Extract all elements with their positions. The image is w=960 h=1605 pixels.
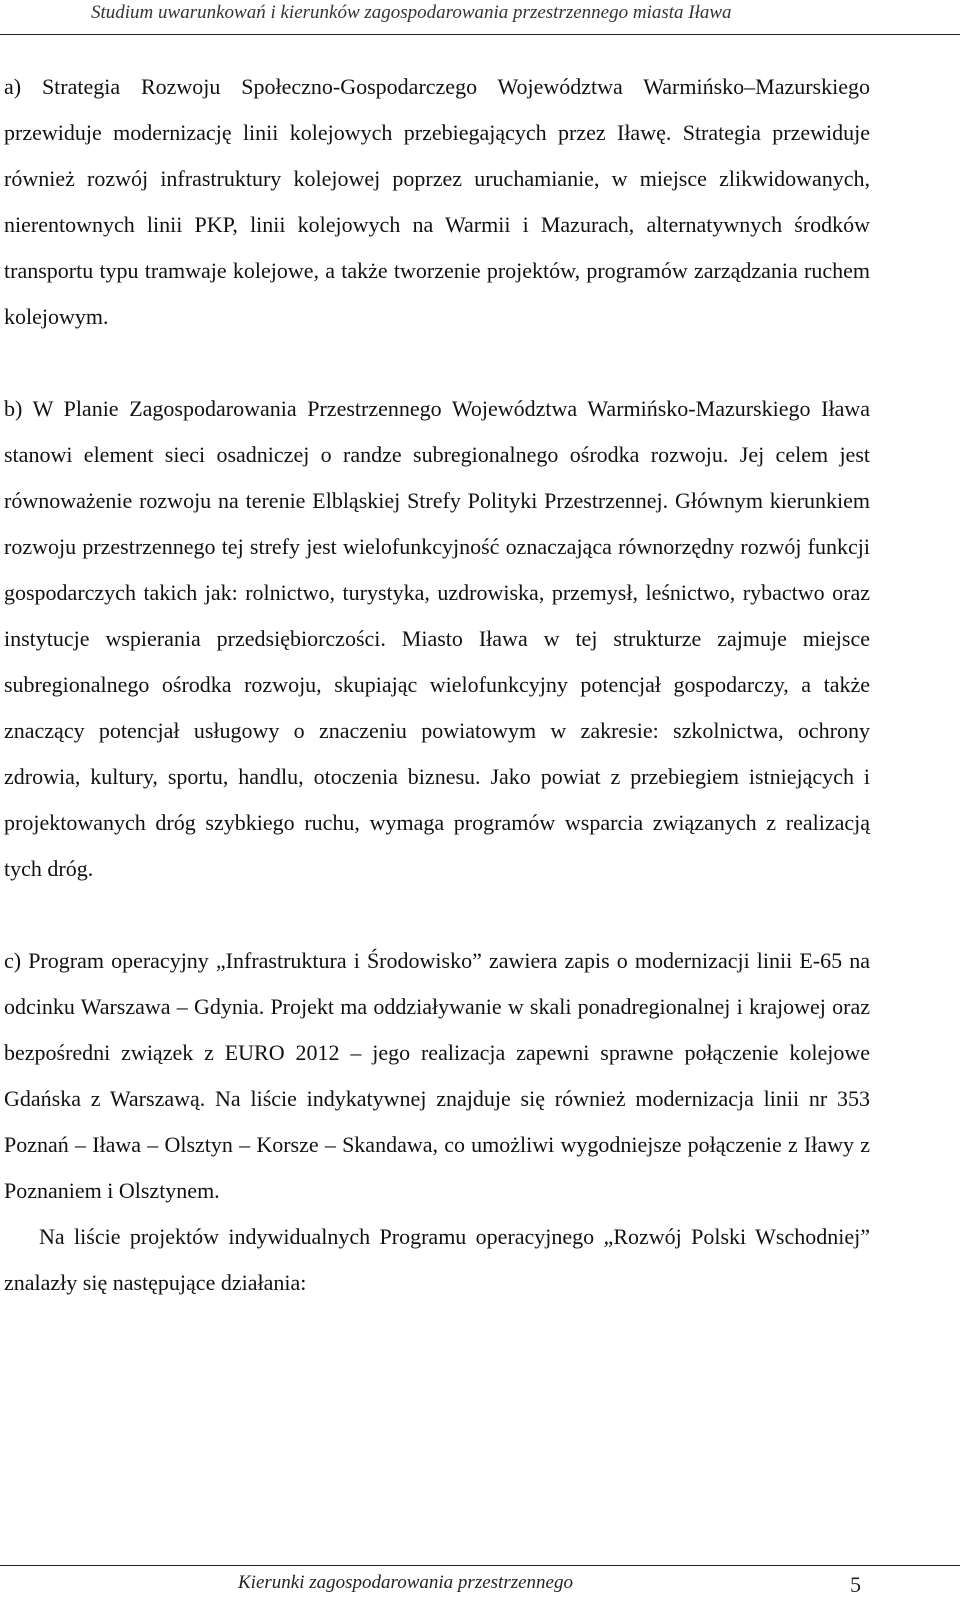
paragraph-d: Na liście projektów indywidualnych Programu operacyjnego „Rozwój Polski Wschodniej” znalazły się następujące działania: [4, 1224, 870, 1295]
paragraph-a: a) Strategia Rozwoju Społeczno-Gospodarczego Województwa Warmińsko–Mazurskiego przewiduje modernizację linii kolejowych przebiegających przez Iławę. Strategia przewiduje również rozwój infrastruktury kolejowej poprzez uruchamianie, w miejsce zlikwidowanych, nierentownych linii PKP, linii kolejowych na Warmii i Mazurach, alternatywnych środków transportu typu tramwaje kolejowe, a także tworzenie projektów, programów zarządzania ruchem kolejowym. [4, 74, 870, 329]
page-header [0, 0, 960, 35]
header-title: Studium uwarunkowań i kierunków zagospodarowania przestrzennego miasta Iława [91, 2, 732, 23]
document-body [4, 64, 870, 1306]
footer-title: Kierunki zagospodarowania przestrzennego [238, 1572, 573, 1593]
paragraph-b: b) W Planie Zagospodarowania Przestrzennego Województwa Warmińsko-Mazurskiego Iława stanowi element sieci osadniczej o randze subregionalnego ośrodka rozwoju. Jej celem jest równoważenie rozwoju na terenie Elbląskiej Strefy Polityki Przestrzennej. Głównym kierunkiem rozwoju przestrzennego tej strefy jest wielofunkcyjność oznaczająca równorzędny rozwój funkcji gospodarczych takich jak: rolnictwo, turystyka, uzdrowiska, przemysł, leśnictwo, rybactwo oraz instytucje wspierania przedsiębiorczości. Miasto Iława w tej strukturze zajmuje miejsce subregionalnego ośrodka rozwoju, skupiając wielofunkcyjny potencjał gospodarczy, a także znaczący potencjał usługowy o znaczeniu powiatowym w zakresie: szkolnictwa, ochrony zdrowia, kultury, sportu, handlu, otoczenia biznesu. Jako powiat z przebiegiem istniejących i projektowanych dróg szybkiego ruchu, wymaga programów wsparcia związanych z realizacją tych dróg. [4, 396, 870, 881]
page-footer [0, 1565, 960, 1605]
paragraph-c: c) Program operacyjny „Infrastruktura i Środowisko” zawiera zapis o modernizacji linii E-65 na odcinku Warszawa – Gdynia. Projekt ma oddziaływanie w skali ponadregionalnej i krajowej oraz bezpośredni związek z EURO 2012 – jego realizacja zapewni sprawne połączenie kolejowe Gdańska z Warszawą. Na liście indykatywnej znajduje się również modernizacja linii nr 353 Poznań – Iława – Olsztyn – Korsze – Skandawa, co umożliwi wygodniejsze połączenie z Iławy z Poznaniem i Olsztynem. [4, 948, 870, 1203]
page-number: 5 [850, 1572, 861, 1597]
